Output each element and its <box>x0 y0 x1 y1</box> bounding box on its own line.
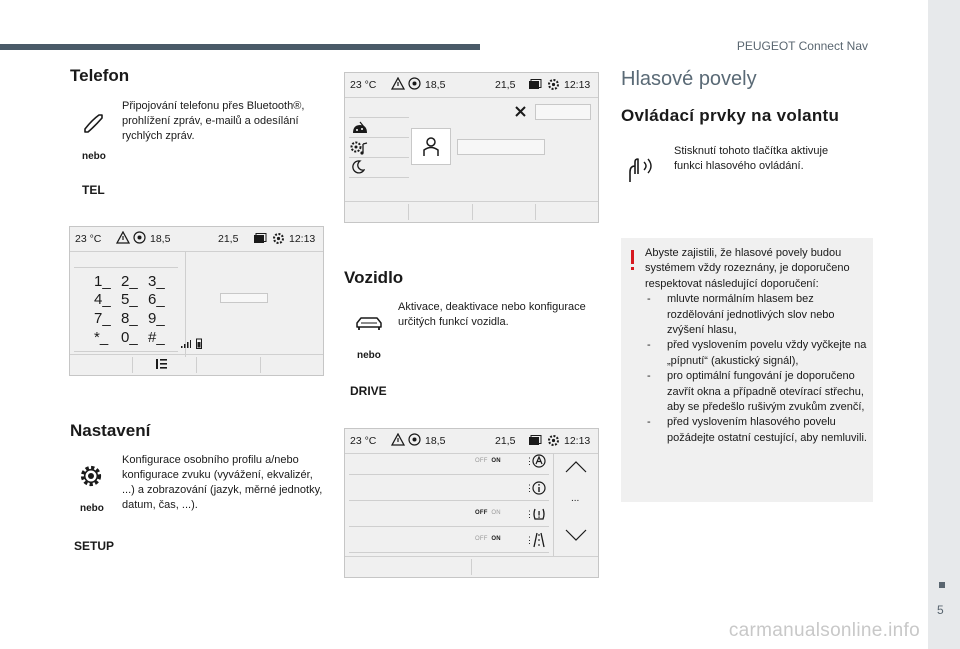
parking-assist-icon[interactable] <box>532 454 546 468</box>
header-rule <box>0 44 480 50</box>
tip-item: - před vyslovením povelu vždy vyčkejte na „pípnutí“ (akustický signál), <box>647 339 867 367</box>
menu-dots[interactable]: ⋮ <box>525 483 534 493</box>
status-bar <box>345 429 598 454</box>
sound-settings-icon[interactable] <box>349 140 369 156</box>
temp-right: 21,5 <box>218 233 239 245</box>
temp-left: 23 °C <box>75 233 102 245</box>
phone-icon <box>80 110 106 136</box>
warning-icon <box>391 77 405 93</box>
tip-intro: Abyste zajistili, že hlasové povely budou systémem vždy rozeznány, je doporučeno respektovat následující doporučení: <box>645 247 850 290</box>
lane-assist-icon[interactable] <box>532 532 546 548</box>
navigation-icon <box>133 231 146 247</box>
status-bar <box>70 227 323 252</box>
profile-name-field <box>457 139 545 155</box>
phone-screen <box>69 226 324 376</box>
key-4[interactable]: 4_ <box>94 291 111 308</box>
temp-mid: 18,5 <box>425 435 446 447</box>
navigation-icon <box>408 433 421 449</box>
more-indicator: ... <box>571 493 580 504</box>
section-title-nastaveni: Nastavení <box>70 421 151 440</box>
media-icon <box>528 79 542 93</box>
tip-item: - pro optimální fungování je doporučeno zavřít okna a případně otevírací střechu, aby se předešlo rušivým zvukům zvenčí, <box>647 370 865 414</box>
key-star[interactable]: *_ <box>94 329 109 346</box>
navigation-icon <box>408 77 421 93</box>
command-tel: TEL <box>82 183 105 197</box>
clock-time: 12:13 <box>564 79 591 91</box>
scroll-down-icon[interactable] <box>565 529 587 541</box>
profile-button[interactable] <box>411 128 451 165</box>
warning-icon <box>391 433 405 449</box>
subsection-title-volant: Ovládací prvky na volantu <box>621 106 840 125</box>
tyre-pressure-icon[interactable] <box>532 507 546 521</box>
menu-dots[interactable]: ⋮ <box>525 509 534 519</box>
media-icon <box>528 435 542 449</box>
status-bar <box>345 73 598 98</box>
settings-screen-footer <box>345 201 598 222</box>
settings-screen <box>344 72 599 223</box>
key-5[interactable]: 5_ <box>121 291 138 308</box>
toggle-2[interactable]: OFF ON <box>475 510 501 516</box>
tip-exclamation-dot <box>631 267 634 270</box>
voice-control-icon <box>624 154 658 186</box>
display-field <box>220 293 268 303</box>
key-3[interactable]: 3_ <box>148 273 165 290</box>
key-8[interactable]: 8_ <box>121 310 138 327</box>
or-label: nebo <box>80 503 104 514</box>
temp-mid: 18,5 <box>425 79 446 91</box>
vehicle-screen <box>344 428 599 578</box>
media-icon <box>253 233 267 247</box>
key-2[interactable]: 2_ <box>121 273 138 290</box>
battery-icon <box>196 338 202 349</box>
temp-right: 21,5 <box>495 79 516 91</box>
toggle-3[interactable]: OFF ON <box>475 536 501 542</box>
info-icon[interactable] <box>532 481 546 495</box>
page-marker <box>939 582 945 588</box>
temp-mid: 18,5 <box>150 233 171 245</box>
car-icon <box>354 313 384 333</box>
tip-item: - mluvte normálním hlasem bez rozdělování jednotlivých slov nebo zvýšení hlasu, <box>647 293 835 337</box>
warning-icon <box>116 231 130 247</box>
key-6[interactable]: 6_ <box>148 291 165 308</box>
key-9[interactable]: 9_ <box>148 310 165 327</box>
profile-field <box>535 104 591 120</box>
voice-description: Stisknutí tohoto tlačítka aktivuje funkci hlasového ovládání. <box>674 145 829 172</box>
user-profile-icon <box>422 136 440 158</box>
telefon-description: Připojování telefonu přes Bluetooth®, prohlížení zpráv, e-mailů a odesílání rychlých zpráv. <box>122 100 305 142</box>
toggle-1[interactable]: OFF ON <box>475 458 501 464</box>
phone-screen-footer <box>70 354 323 375</box>
signal-icon <box>181 340 191 348</box>
display-brightness-icon[interactable] <box>351 121 369 135</box>
or-label: nebo <box>357 350 381 361</box>
page-number: 5 <box>937 603 944 617</box>
temp-right: 21,5 <box>495 435 516 447</box>
menu-dots[interactable]: ⋮ <box>525 535 534 545</box>
command-setup: SETUP <box>74 539 115 553</box>
menu-dots[interactable]: ⋮ <box>525 456 534 466</box>
close-icon[interactable] <box>515 106 526 117</box>
command-drive: DRIVE <box>350 384 387 398</box>
header-brand: PEUGEOT Connect Nav <box>736 39 868 53</box>
key-0[interactable]: 0_ <box>121 329 138 346</box>
night-mode-icon[interactable] <box>351 160 365 174</box>
tip-exclamation-bar <box>631 250 634 264</box>
clock-time: 12:13 <box>564 435 591 447</box>
page-sidebar <box>928 0 960 649</box>
key-hash[interactable]: #_ <box>148 329 165 346</box>
settings-icon <box>272 232 285 248</box>
tip-text <box>645 246 871 446</box>
section-title-vozidlo: Vozidlo <box>344 268 404 287</box>
or-label: nebo <box>82 151 106 162</box>
section-title-hlasove: Hlasové povely <box>621 68 757 90</box>
tip-item: - před vyslovením hlasového povelu požádejte ostatní cestující, aby nemluvili. <box>647 416 867 444</box>
settings-icon <box>547 434 560 450</box>
vehicle-screen-footer <box>345 556 598 577</box>
watermark: carmanualsonline.info <box>728 620 920 641</box>
section-title-telefon: Telefon <box>70 66 130 85</box>
tip-box <box>621 238 873 502</box>
contacts-list-icon[interactable] <box>156 358 168 372</box>
temp-left: 23 °C <box>350 435 377 447</box>
temp-left: 23 °C <box>350 79 377 91</box>
key-1[interactable]: 1_ <box>94 273 111 290</box>
vozidlo-description: Aktivace, deaktivace nebo konfigurace určitých funkcí vozidla. <box>398 301 586 328</box>
settings-icon <box>547 78 560 94</box>
scroll-up-icon[interactable] <box>565 461 587 473</box>
clock-time: 12:13 <box>289 233 316 245</box>
key-7[interactable]: 7_ <box>94 310 111 327</box>
settings-gear-icon <box>78 463 104 489</box>
nastaveni-description: Konfigurace osobního profilu a/nebo konfigurace zvuku (vyvážení, ekvalizér, ...) a zobrazování (jazyk, měrné jednotky, datum, čas, ...). <box>122 454 323 511</box>
